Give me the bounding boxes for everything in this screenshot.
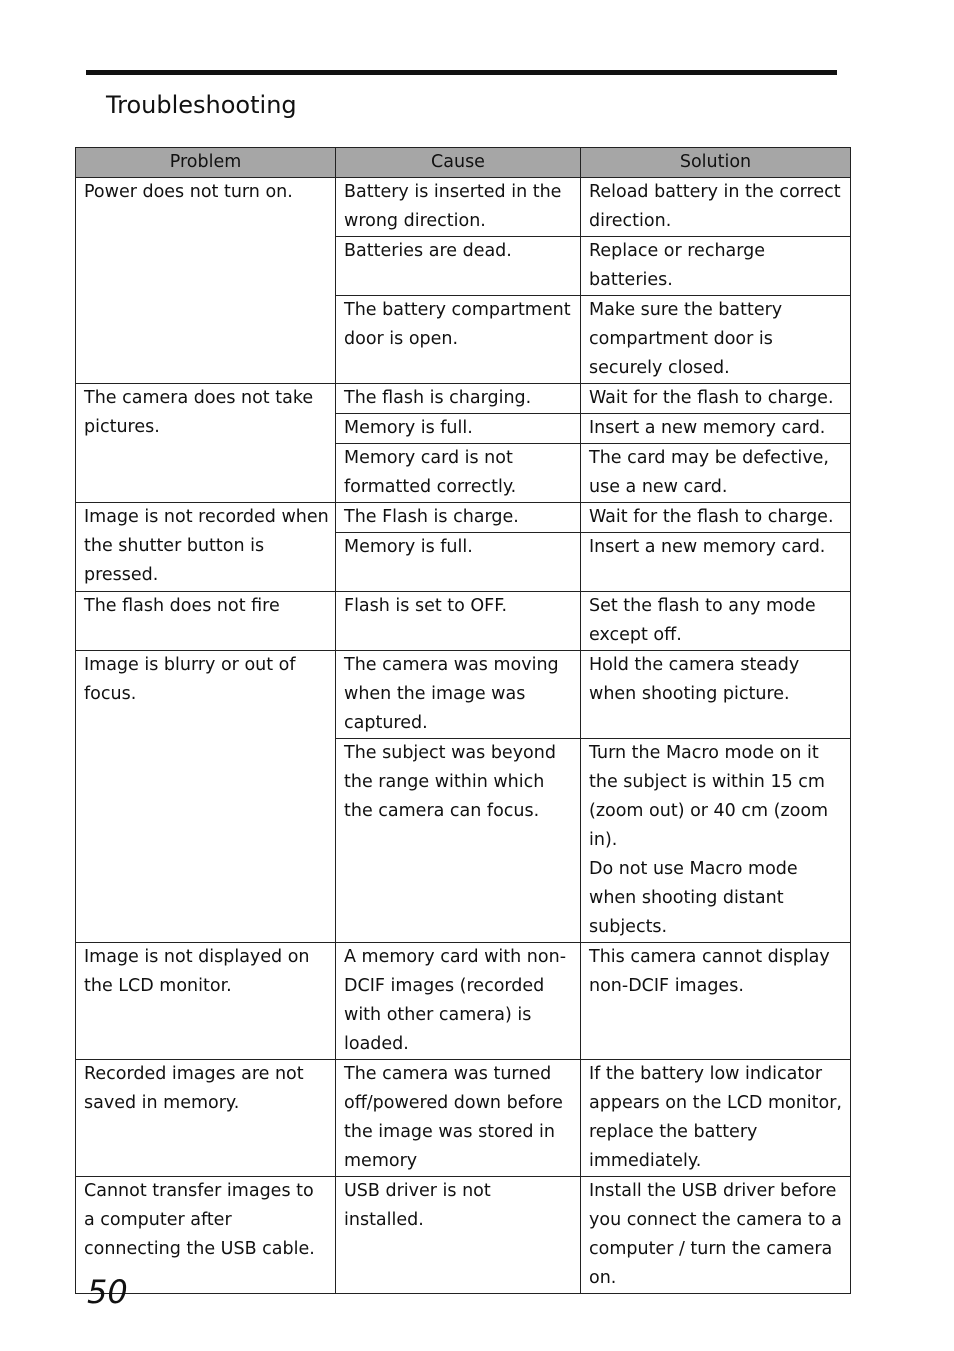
solution-cell: Wait for the flash to charge. [581,384,851,414]
solution-cell: Insert a new memory card. [581,414,851,444]
table-row [76,943,851,1060]
table-row [76,384,851,414]
cause-cell: The battery compartment door is open. [336,296,581,384]
cause-cell: The flash is charging. [336,384,581,414]
solution-cell: Reload battery in the correct direction. [581,178,851,237]
problem-cell: Image is not displayed on the LCD monitor. [76,943,336,1060]
problem-cell: Recorded images are not saved in memory. [76,1060,336,1177]
troubleshooting-table [75,147,851,1294]
table-row [76,503,851,533]
cause-cell: A memory card with non-DCIF images (recorded with other camera) is loaded. [336,943,581,1060]
cause-cell: Memory card is not formatted correctly. [336,444,581,503]
solution-cell: If the battery low indicator appears on the LCD monitor, replace the battery immediately. [581,1060,851,1177]
problem-cell: Image is blurry or out of focus. [76,651,336,943]
cause-cell: Flash is set to OFF. [336,592,581,651]
solution-text-extra: Do not use Macro mode when shooting distant subjects. [589,859,798,937]
cause-cell: Battery is inserted in the wrong direction. [336,178,581,237]
cause-cell: Memory is full. [336,414,581,444]
cause-cell: The Flash is charge. [336,503,581,533]
problem-cell: The flash does not fire [76,592,336,651]
solution-cell [581,739,851,943]
table-row [76,1177,851,1294]
cause-cell: The camera was turned off/powered down before the image was stored in memory [336,1060,581,1177]
header-solution: Solution [581,148,851,178]
header-cause: Cause [336,148,581,178]
solution-cell: Install the USB driver before you connect the camera to a computer / turn the camera on. [581,1177,851,1294]
solution-cell: Insert a new memory card. [581,533,851,592]
solution-cell: Make sure the battery compartment door is securely closed. [581,296,851,384]
table-row [76,178,851,237]
cause-cell: Memory is full. [336,533,581,592]
cause-cell: Batteries are dead. [336,237,581,296]
problem-cell: The camera does not take pictures. [76,384,336,503]
solution-cell: Wait for the flash to charge. [581,503,851,533]
table-row [76,592,851,651]
problem-cell: Image is not recorded when the shutter button is pressed. [76,503,336,592]
solution-cell: This camera cannot display non-DCIF images. [581,943,851,1060]
solution-cell: Replace or recharge batteries. [581,237,851,296]
solution-text: Turn the Macro mode on it the subject is within 15 cm (zoom out) or 40 cm (zoom in). [589,743,829,850]
page-number: 50 [87,1273,128,1311]
solution-cell: The card may be defective, use a new card. [581,444,851,503]
cause-cell: USB driver is not installed. [336,1177,581,1294]
problem-cell: Cannot transfer images to a computer after connecting the USB cable. [76,1177,336,1294]
solution-cell: Hold the camera steady when shooting picture. [581,651,851,739]
top-rule [86,70,837,75]
table-row [76,1060,851,1177]
cause-cell: The subject was beyond the range within which the camera can focus. [336,739,581,943]
cause-cell: The camera was moving when the image was captured. [336,651,581,739]
solution-cell: Set the flash to any mode except off. [581,592,851,651]
table-row [76,651,851,739]
problem-cell: Power does not turn on. [76,178,336,384]
page-title: Troubleshooting [106,91,297,119]
header-problem: Problem [76,148,336,178]
header-row [76,148,851,178]
